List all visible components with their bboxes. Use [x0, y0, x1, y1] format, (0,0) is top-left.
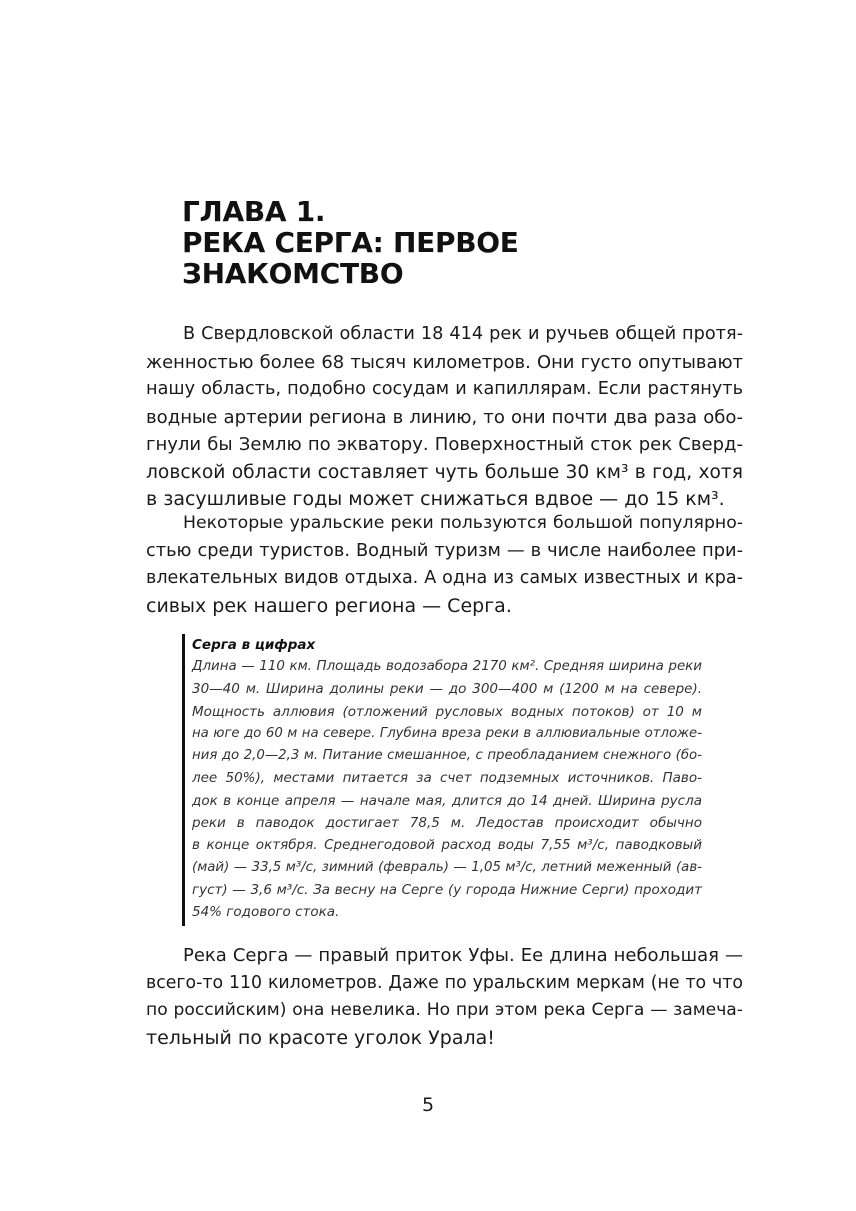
text-line: влекательных видов отдыха. А одна из самых известных и кра-	[146, 568, 743, 588]
sidebar-line: в конце октября. Среднегодовой расход воды 7,55 м³/с, паводковый	[192, 837, 702, 854]
sidebar-line: на юге до 60 м на севере. Глубина вреза реки в аллювиальные отложе-	[192, 725, 702, 741]
sidebar-line: ния до 2,0—2,3 м. Питание смешанное, с преобладанием снежного (бо-	[192, 748, 702, 764]
sidebar-line: Длина — 110 км. Площадь водозабора 2170 км². Средняя ширина реки	[192, 659, 702, 674]
sidebar-title: Серга в цифрах	[192, 637, 316, 653]
text-line: тельный по красоте уголок Урала!	[146, 1026, 495, 1049]
sidebar-line: густ) — 3,6 м³/с. За весну на Серге (у города Нижние Серги) проходит	[192, 881, 702, 898]
text-line: стью среди туристов. Водный туризм — в числе наиболее при-	[146, 540, 743, 561]
sidebar-line: 54% годового стока.	[192, 904, 340, 921]
text-line: всего-то 110 километров. Даже по уральским меркам (не то что	[146, 972, 743, 993]
facts-sidebar	[182, 634, 702, 926]
text-line: в засушливые годы может снижаться вдвое — до 15 км³.	[146, 488, 725, 510]
sidebar-line: (май) — 33,5 м³/с, зимний (февраль) — 1,05 м³/с, летний меженный (ав-	[192, 859, 702, 875]
text-line: нашу область, подобно сосудам и капиллярам. Если растянуть	[146, 379, 743, 399]
text-line: ловской области составляет чуть больше 30 км³ в год, хотя	[146, 461, 743, 483]
page-number: 5	[421, 1094, 435, 1116]
text-line: Некоторые уральские реки пользуются большой популярно-	[183, 513, 743, 533]
sidebar-line: Мощность аллювия (отложений русловых водных потоков) от 10 м	[192, 703, 702, 720]
paragraph-tourism	[146, 510, 743, 620]
chapter-title-line: РЕКА СЕРГА: ПЕРВОЕ	[182, 226, 519, 259]
text-line: В Свердловской области 18 414 рек и ручьев общей протя-	[183, 324, 743, 344]
chapter-title-line: ЗНАКОМСТВО	[182, 257, 404, 290]
paragraph-serga	[146, 942, 743, 1052]
sidebar-text	[192, 656, 702, 924]
sidebar-line: реки в паводок достигает 78,5 м. Ледостав происходит обычно	[192, 815, 702, 832]
text-line: сивых рек нашего региона — Серга.	[146, 594, 512, 617]
chapter-title-line: ГЛАВА 1.	[182, 195, 326, 228]
text-line: водные артерии региона в линию, то они почти два раза обо-	[146, 406, 743, 428]
sidebar-line: док в конце апреля — начале мая, длится до 14 дней. Ширина русла	[192, 792, 702, 809]
sidebar-line: лее 50%), местами питается за счет подземных источников. Паво-	[192, 770, 702, 787]
text-line: женностью более 68 тысяч километров. Они густо опутывают	[146, 351, 743, 373]
paragraph-intro	[146, 321, 743, 514]
chapter-title	[182, 196, 519, 289]
text-line: Река Серга — правый приток Уфы. Ее длина небольшая —	[183, 945, 743, 966]
text-line: гнули бы Землю по экватору. Поверхностный сток рек Сверд-	[146, 434, 743, 455]
sidebar-line: 30—40 м. Ширина долины реки — до 300—400 м (1200 м на севере).	[192, 681, 702, 698]
text-line: по российским) она невелика. Но при этом река Серга — замеча-	[146, 1000, 743, 1020]
